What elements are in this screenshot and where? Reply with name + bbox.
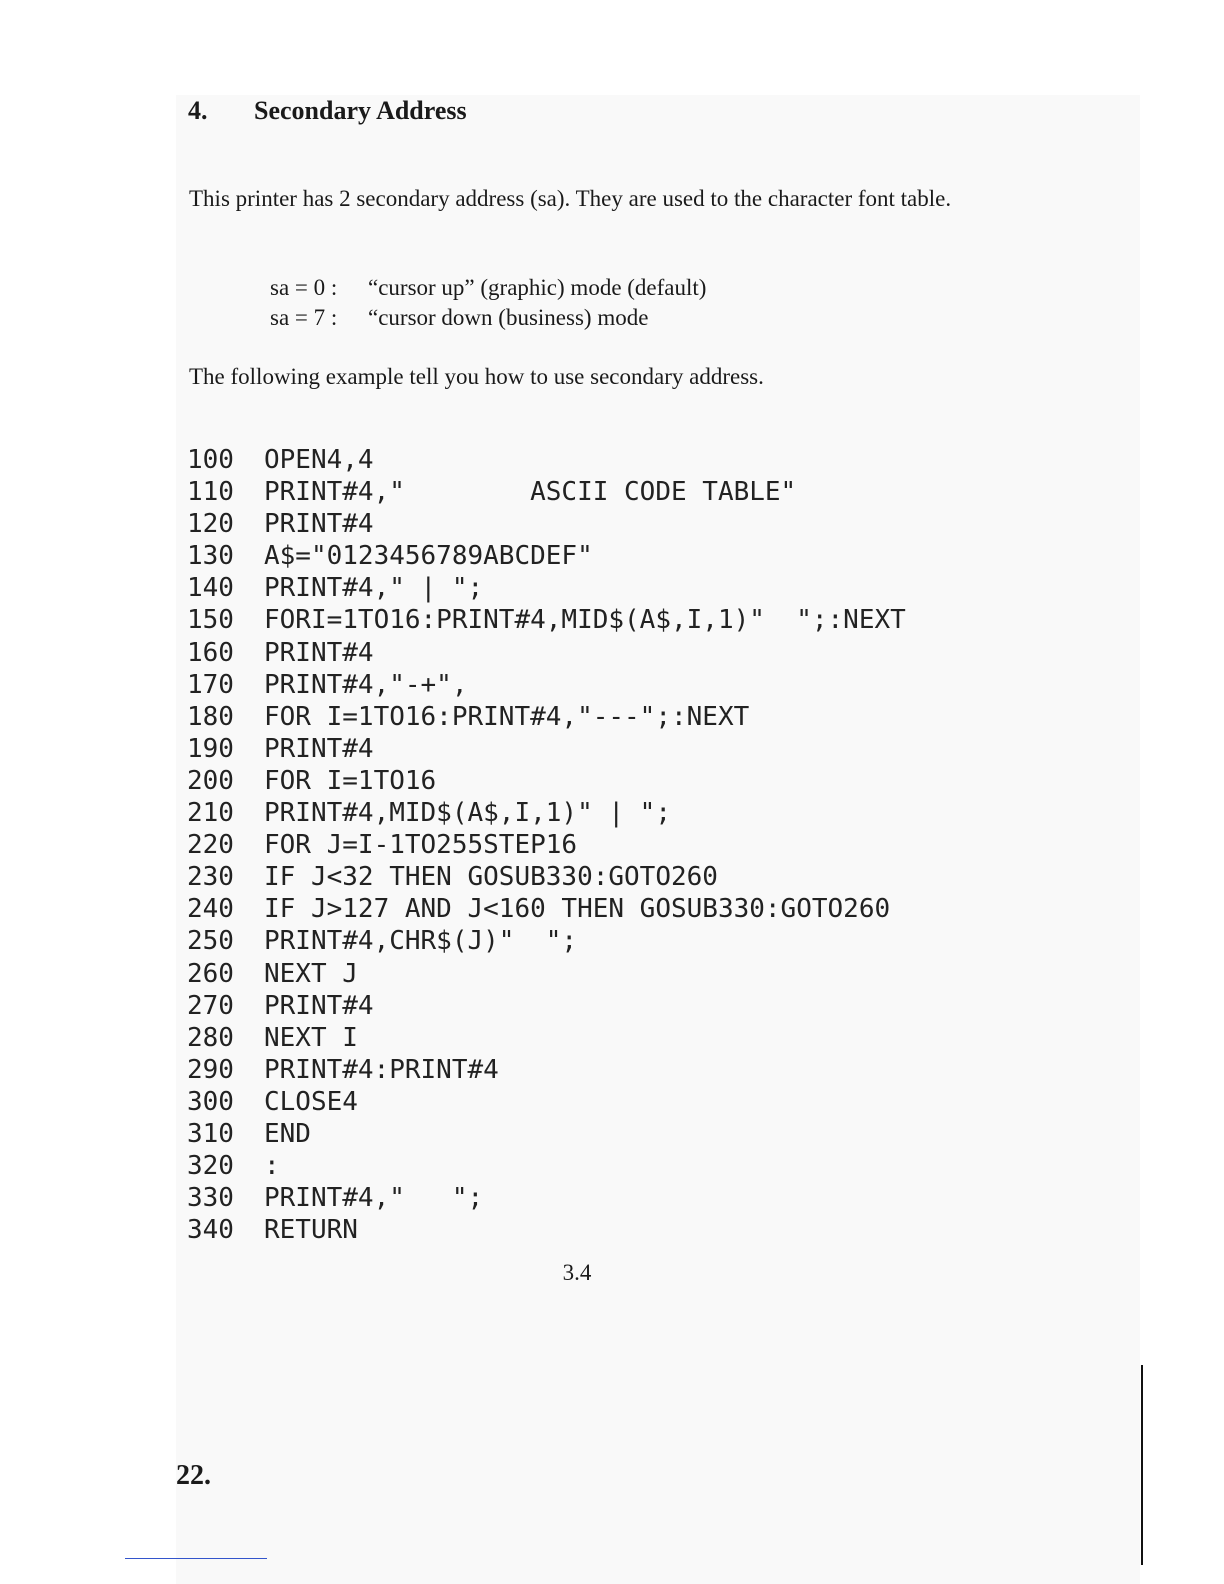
code-line	[187, 765, 906, 797]
line-number: 320	[187, 1151, 234, 1182]
line-number: 270	[187, 990, 234, 1021]
line-number: 340	[187, 1215, 234, 1246]
code-statement: PRINT#4,MID$(A$,I,1)" | ";	[264, 798, 671, 829]
code-statement: NEXT J	[264, 958, 358, 989]
code-line	[187, 669, 906, 701]
mode-description: “cursor down (business) mode	[368, 305, 649, 330]
code-line	[187, 1182, 906, 1214]
code-statement: FOR I=1TO16:PRINT#4,"---";:NEXT	[264, 701, 750, 732]
code-line	[187, 829, 906, 861]
line-number: 140	[187, 573, 234, 604]
code-statement: NEXT I	[264, 1022, 358, 1053]
code-line	[187, 1214, 906, 1246]
line-number: 230	[187, 862, 234, 893]
code-line	[187, 733, 906, 765]
code-line	[187, 925, 906, 957]
code-line	[187, 1022, 906, 1054]
line-number: 220	[187, 830, 234, 861]
line-number: 260	[187, 958, 234, 989]
code-statement: FOR I=1TO16	[264, 765, 437, 796]
line-number: 280	[187, 1022, 234, 1053]
code-statement: FOR J=I-1TO255STEP16	[264, 830, 578, 861]
code-statement: IF J<32 THEN GOSUB330:GOTO260	[264, 862, 718, 893]
code-line	[187, 861, 906, 893]
mode-description: “cursor up” (graphic) mode (default)	[368, 275, 707, 300]
line-number: 110	[187, 477, 234, 508]
code-statement: :	[264, 1151, 280, 1182]
section-number: 4.	[188, 96, 208, 125]
line-number: 190	[187, 733, 234, 764]
mode-item	[270, 303, 706, 333]
line-number: 180	[187, 701, 234, 732]
code-statement: IF J>127 AND J<160 THEN GOSUB330:GOTO260	[264, 894, 891, 925]
code-line	[187, 797, 906, 829]
code-statement: PRINT#4	[264, 509, 374, 540]
code-line	[187, 1086, 906, 1118]
code-line	[187, 604, 906, 636]
code-line	[187, 572, 906, 604]
code-line	[187, 1118, 906, 1150]
scan-edge-line	[1141, 1365, 1143, 1565]
code-statement: A$="0123456789ABCDEF"	[264, 541, 593, 572]
code-statement: RETURN	[264, 1215, 358, 1246]
code-line	[187, 637, 906, 669]
line-number: 170	[187, 669, 234, 700]
section-title: Secondary Address	[254, 96, 467, 125]
mode-key: sa = 0 :	[270, 275, 338, 300]
section-page-number: 3.4	[562, 1260, 592, 1285]
page-number: 22.	[176, 1460, 211, 1491]
code-statement: PRINT#4	[264, 733, 374, 764]
line-number: 150	[187, 605, 234, 636]
code-line	[187, 958, 906, 990]
code-line	[187, 701, 906, 733]
code-line	[187, 476, 906, 508]
line-number: 130	[187, 541, 234, 572]
line-number: 330	[187, 1183, 234, 1214]
code-statement: PRINT#4," ";	[264, 1183, 484, 1214]
code-statement: FORI=1TO16:PRINT#4,MID$(A$,I,1)" ";:NEXT	[264, 605, 906, 636]
line-number: 290	[187, 1054, 234, 1085]
code-line	[187, 893, 906, 925]
mode-key: sa = 7 :	[270, 305, 338, 330]
code-statement: PRINT#4,CHR$(J)" ";	[264, 926, 578, 957]
code-statement: OPEN4,4	[264, 445, 374, 475]
line-number: 100	[187, 445, 234, 475]
line-number: 310	[187, 1118, 234, 1149]
line-number: 240	[187, 894, 234, 925]
code-statement: CLOSE4	[264, 1086, 358, 1117]
code-statement: PRINT#4:PRINT#4	[264, 1054, 499, 1085]
code-line	[187, 508, 906, 540]
line-number: 250	[187, 926, 234, 957]
mode-item	[270, 273, 706, 303]
code-statement: PRINT#4,"-+",	[264, 669, 468, 700]
code-statement: PRINT#4	[264, 637, 374, 668]
line-number: 160	[187, 637, 234, 668]
code-statement: PRINT#4," ASCII CODE TABLE"	[264, 477, 797, 508]
code-line	[187, 1150, 906, 1182]
underline-rule	[125, 1558, 267, 1559]
code-statement: PRINT#4	[264, 990, 374, 1021]
line-number: 300	[187, 1086, 234, 1117]
line-number: 200	[187, 765, 234, 796]
code-line	[187, 444, 906, 476]
line-number: 210	[187, 798, 234, 829]
code-line	[187, 990, 906, 1022]
intro-paragraph: This printer has 2 secondary address (sa). They are used to the character font table.	[189, 186, 952, 211]
line-number: 120	[187, 509, 234, 540]
basic-program-listing	[187, 444, 906, 1246]
code-statement: PRINT#4," | ";	[264, 573, 484, 604]
code-line	[187, 540, 906, 572]
code-line	[187, 1054, 906, 1086]
code-statement: END	[264, 1118, 311, 1149]
section-heading	[188, 96, 467, 126]
mode-list	[270, 273, 706, 333]
example-intro: The following example tell you how to use secondary address.	[189, 364, 764, 389]
